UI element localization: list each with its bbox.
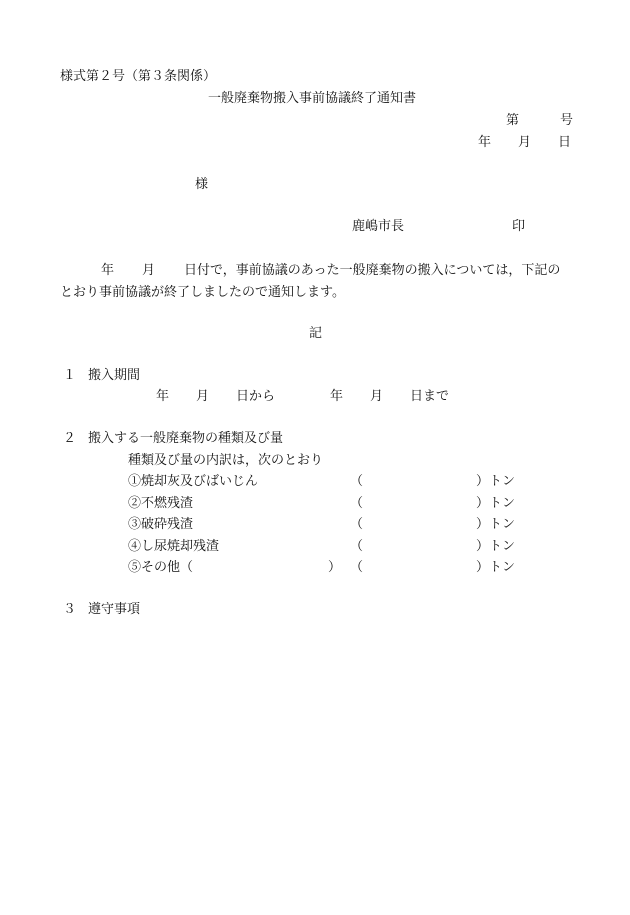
document-title: 一般廃棄物搬入事前協議終了通知書 xyxy=(208,91,417,106)
section-3-title: 遵守事項 xyxy=(88,602,141,617)
section-1-title: 搬入期間 xyxy=(88,368,141,383)
period-from-year: 年 xyxy=(156,389,170,404)
waste-item-label: ①焼却灰及びばいじん xyxy=(128,474,259,489)
period-to-year: 年 xyxy=(330,389,344,404)
waste-item-open: （ xyxy=(350,474,364,489)
waste-item-open: （ xyxy=(350,560,364,575)
period-from-month: 月 xyxy=(196,389,210,404)
body-line-2: とおり事前協議が終了しましたので通知します。 xyxy=(60,285,345,300)
period-from-day: 日から xyxy=(236,389,276,404)
waste-item-unit: ）トン xyxy=(476,474,516,489)
waste-item-unit: ）トン xyxy=(476,560,516,575)
section-2-subtitle: 種類及び量の内訳は，次のとおり xyxy=(128,453,324,468)
waste-item-unit: ）トン xyxy=(476,496,516,511)
waste-item-open: （ xyxy=(350,517,364,532)
waste-item-label-close: ） xyxy=(328,560,342,575)
waste-item-unit: ）トン xyxy=(476,517,516,532)
doc-date-month: 月 xyxy=(518,135,532,150)
section-2-title: 搬入する一般廃棄物の種類及び量 xyxy=(88,431,284,446)
waste-item-label: ②不燃残渣 xyxy=(128,496,194,511)
body-date-month: 月 xyxy=(142,263,156,278)
section-3-number: ３ xyxy=(63,602,77,617)
body-date-year: 年 xyxy=(101,263,115,278)
doc-number-suffix: 号 xyxy=(560,113,574,128)
ki-heading: 記 xyxy=(309,326,323,341)
waste-item-unit: ）トン xyxy=(476,539,516,554)
form-label: 様式第２号（第３条関係） xyxy=(60,69,217,84)
body-line-1: 日付で，事前協議のあった一般廃棄物の搬入については，下記の xyxy=(184,263,561,278)
addressee-honorific: 様 xyxy=(195,177,209,192)
issuer-name: 鹿嶋市長 xyxy=(352,219,405,234)
section-2-number: ２ xyxy=(63,431,77,446)
waste-item-label: ④し尿焼却残渣 xyxy=(128,539,220,554)
issuer-seal: 印 xyxy=(512,219,526,234)
doc-number-prefix: 第 xyxy=(506,113,520,128)
waste-item-label: ⑤その他（ xyxy=(128,560,194,575)
waste-item-open: （ xyxy=(350,496,364,511)
waste-item-label: ③破砕残渣 xyxy=(128,517,194,532)
period-to-month: 月 xyxy=(370,389,384,404)
period-to-day: 日まで xyxy=(410,389,450,404)
doc-date-year: 年 xyxy=(478,135,492,150)
doc-date-day: 日 xyxy=(558,135,572,150)
section-1-number: １ xyxy=(63,368,77,383)
waste-item-open: （ xyxy=(350,539,364,554)
